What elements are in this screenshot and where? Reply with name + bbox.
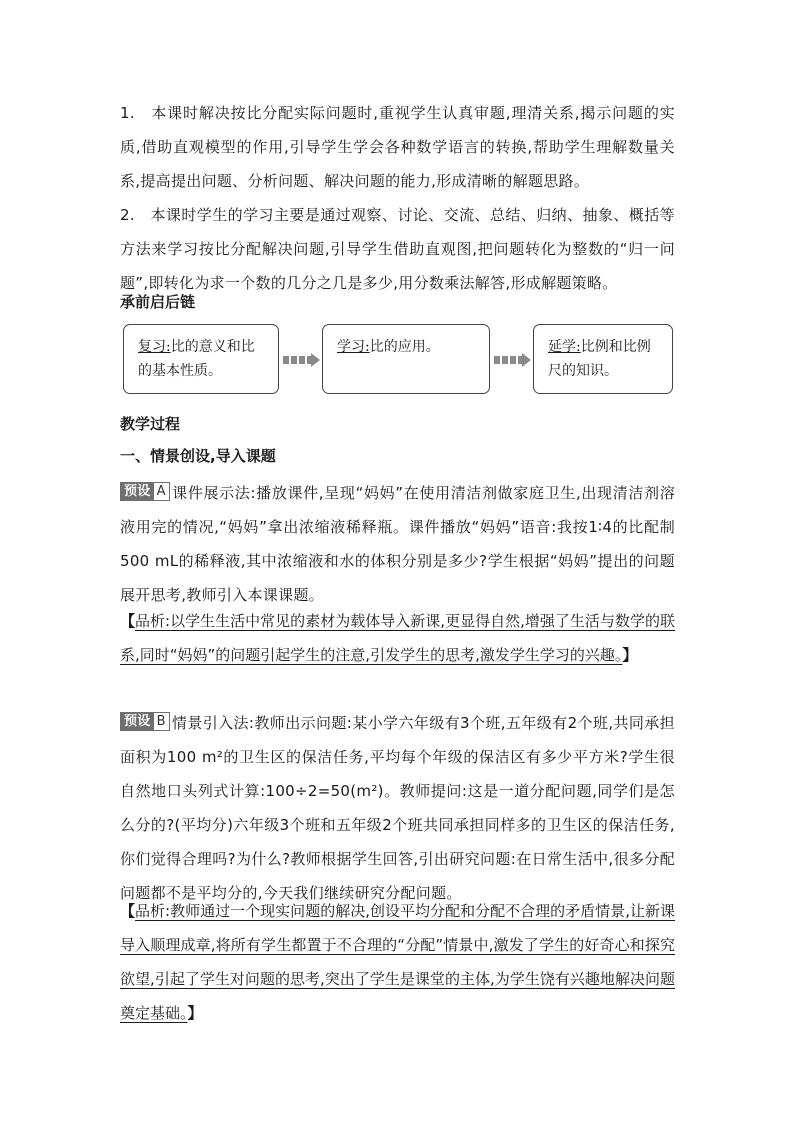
extend-label: 延学:	[548, 339, 581, 355]
preset-b-paragraph	[120, 706, 675, 910]
preset-a-analysis-text: 品析:以学生生活中常见的素材为载体导入新课,更显得自然,增强了生活与数学的联系,同时“妈妈”的问题引起学生的注意,引发学生的思考,激发学生学习的兴趣。	[120, 612, 675, 664]
preset-b-analysis: 【品析:教师通过一个现实问题的解决,创设平均分配和分配不合理的矛盾情景,让新课导入顺理成章,将所有学生都置于不合理的“分配”情景中,激发了学生的好奇心和探究欲望,引起了学生对问题的思考,突出了学生是课堂的主体,为学生饶有兴趣地解决问题奠定基础。】	[120, 902, 675, 1022]
study-label: 学习:	[337, 339, 370, 355]
intro-item-2: 2. 本课时学生的学习主要是通过观察、讨论、交流、总结、归纳、抽象、概括等方法来学习按比分配解决问题,引导学生借助直观图,把问题转化为整数的“归一问题”,即转化为求一个数的几分之几是多少,用分数乘法解答,形成解题策略。	[120, 206, 675, 292]
study-text: 比的应用。	[369, 339, 440, 355]
extend-box	[533, 324, 673, 394]
preset-b-analysis-text: 品析:教师通过一个现实问题的解决,创设平均分配和分配不合理的矛盾情景,让新课导入顺理成章,将所有学生都置于不合理的“分配”情景中,激发了学生的好奇心和探究欲望,引起了学生对问题的思考,突出了学生是课堂的主体,为学生饶有兴趣地解决问题奠定基础。	[120, 902, 675, 1022]
process-heading: 教学过程	[120, 415, 181, 433]
arrow-right-icon	[494, 356, 530, 364]
section-1-heading: 一、情景创设,导入课题	[120, 447, 276, 465]
arrow-right-icon	[283, 356, 319, 364]
study-box	[322, 324, 490, 394]
review-label: 复习:	[138, 339, 171, 355]
review-box	[123, 324, 279, 394]
preset-a-paragraph	[120, 476, 675, 612]
preset-b-text: 情景引入法:教师出示问题:某小学六年级有3个班,五年级有2个班,共同承担面积为100 m²的卫生区的保洁任务,平均每个年级的保洁区有多少平方米?学生很自然地口头列式计算:100÷2=50(m²)。教师提问:这是一道分配问题,同学们是怎么分的?(平均分)六年级3个班和五年级2个班共同承担同样多的卫生区的保洁任务,你们觉得合理吗?为什么?教师根据学生回答,引出研究问题:在日常生活中,很多分配问题都不是平均分的,今天我们继续研究分配问题。	[120, 714, 675, 902]
chain-heading: 承前启后链	[120, 293, 196, 311]
review-text: 比的意义和比的基本性质。	[138, 339, 255, 379]
preset-a-analysis: 【品析:以学生生活中常见的素材为载体导入新课,更显得自然,增强了生活与数学的联系,同时“妈妈”的问题引起学生的注意,引发学生的思考,激发学生学习的兴趣。】	[120, 612, 675, 664]
preset-a-badge: 预设 A	[120, 482, 170, 501]
preset-a-text: 课件展示法:播放课件,呈现“妈妈”在使用清洁剂做家庭卫生,出现清洁剂溶液用完的情况,“妈妈”拿出浓缩液稀释瓶。课件播放“妈妈”语音:我按1∶4的比配制500 mL的稀释液,其中浓缩液和水的体积分别是多少?学生根据“妈妈”提出的问题展开思考,教师引入本课课题。	[120, 484, 675, 604]
extend-text: 比例和比例尺的知识。	[548, 339, 651, 379]
knowledge-chain-flow	[120, 324, 675, 396]
preset-b-badge: 预设 B	[120, 712, 170, 731]
intro-item-1: 1. 本课时解决按比分配实际问题时,重视学生认真审题,理清关系,揭示问题的实质,借助直观模型的作用,引导学生学会各种数学语言的转换,帮助学生理解数量关系,提高提出问题、分析问题、解决问题的能力,形成清晰的解题思路。	[120, 104, 675, 190]
